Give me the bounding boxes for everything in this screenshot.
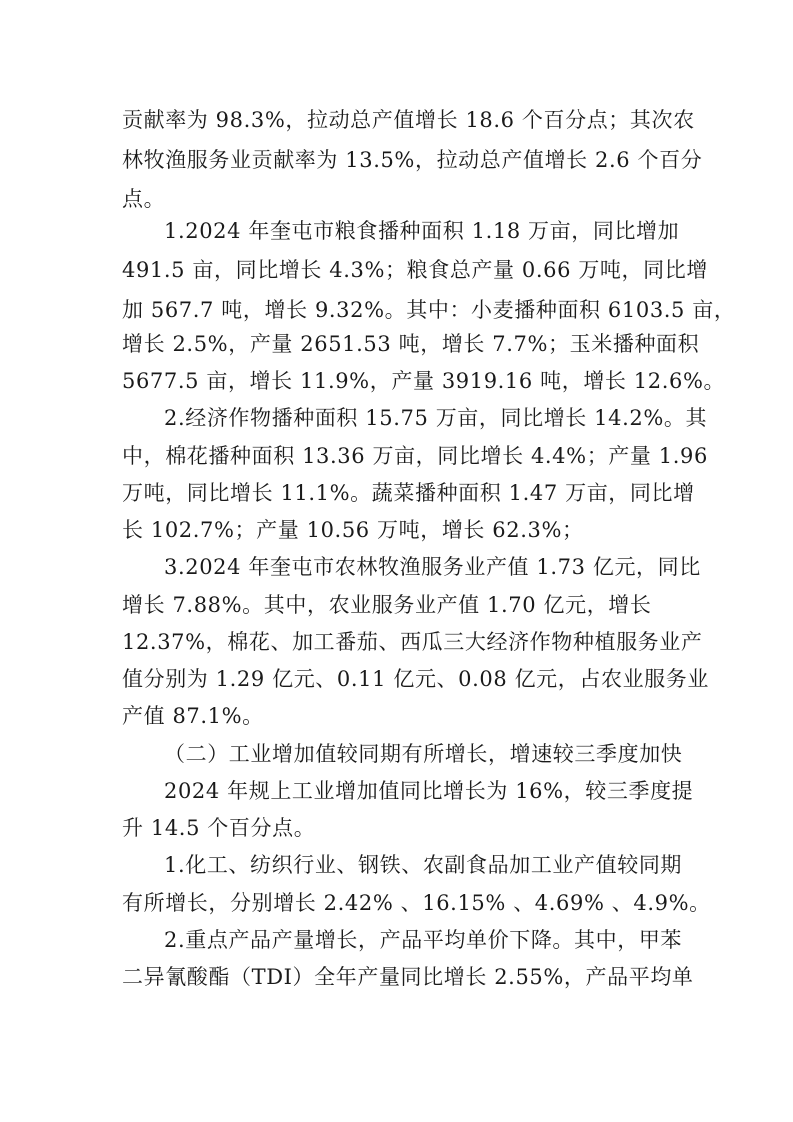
text-line: 二异氰酸酯（TDI）全年产量同比增长 2.55%，产品平均单	[122, 965, 694, 989]
text-line: 2.经济作物播种面积 15.75 万亩，同比增长 14.2%。其	[164, 406, 708, 430]
text-line: 贡献率为 98.3%，拉动总产值增长 18.6 个百分点；其次农	[122, 108, 695, 132]
text-line: 1.化工、纺织行业、钢铁、农副食品加工业产值较同期	[164, 853, 683, 877]
text-line: 5677.5 亩，增长 11.9%，产量 3919.16 吨，增长 12.6%。	[122, 369, 726, 393]
text-line: 值分别为 1.29 亿元、0.11 亿元、0.08 亿元，占农业服务业	[122, 667, 709, 691]
text-line: 增长 7.88%。其中，农业服务业产值 1.70 亿元，增长	[122, 593, 652, 617]
text-line: 万吨，同比增长 11.1%。蔬菜播种面积 1.47 万亩，同比增	[122, 481, 695, 505]
text-line: 2024 年规上工业增加值同比增长为 16%，较三季度提	[164, 779, 694, 803]
text-line: 1.2024 年奎屯市粮食播种面积 1.18 万亩，同比增加	[164, 219, 680, 243]
text-line: 林牧渔服务业贡献率为 13.5%，拉动总产值增长 2.6 个百分	[122, 148, 703, 172]
text-line: 中，棉花播种面积 13.36 万亩，同比增长 4.4%；产量 1.96	[122, 444, 708, 468]
text-line: 产值 87.1%。	[122, 704, 264, 728]
text-line: 长 102.7%；产量 10.56 万吨，增长 62.3%；	[122, 518, 584, 542]
text-line: 有所增长，分别增长 2.42% 、16.15% 、4.69% 、4.9%。	[122, 891, 711, 915]
text-line: 点。	[122, 187, 166, 211]
text-line: 升 14.5 个百分点。	[122, 816, 316, 840]
text-line: 491.5 亩，同比增长 4.3%；粮食总产量 0.66 万吨，同比增	[122, 258, 708, 282]
text-line: 2.重点产品产量增长，产品平均单价下降。其中，甲苯	[164, 928, 683, 952]
section-heading: （二）工业增加值较同期有所增长，增速较三季度加快	[164, 742, 683, 766]
text-line: 3.2024 年奎屯市农林牧渔服务业产值 1.73 亿元，同比	[164, 555, 701, 579]
text-line: 加 567.7 吨，增长 9.32%。其中：小麦播种面积 6103.5 亩，	[122, 298, 736, 322]
text-line: 12.37%，棉花、加工番茄、西瓜三大经济作物种植服务业产	[122, 630, 703, 654]
text-line: 增长 2.5%，产量 2651.53 吨，增长 7.7%；玉米播种面积	[122, 332, 700, 356]
